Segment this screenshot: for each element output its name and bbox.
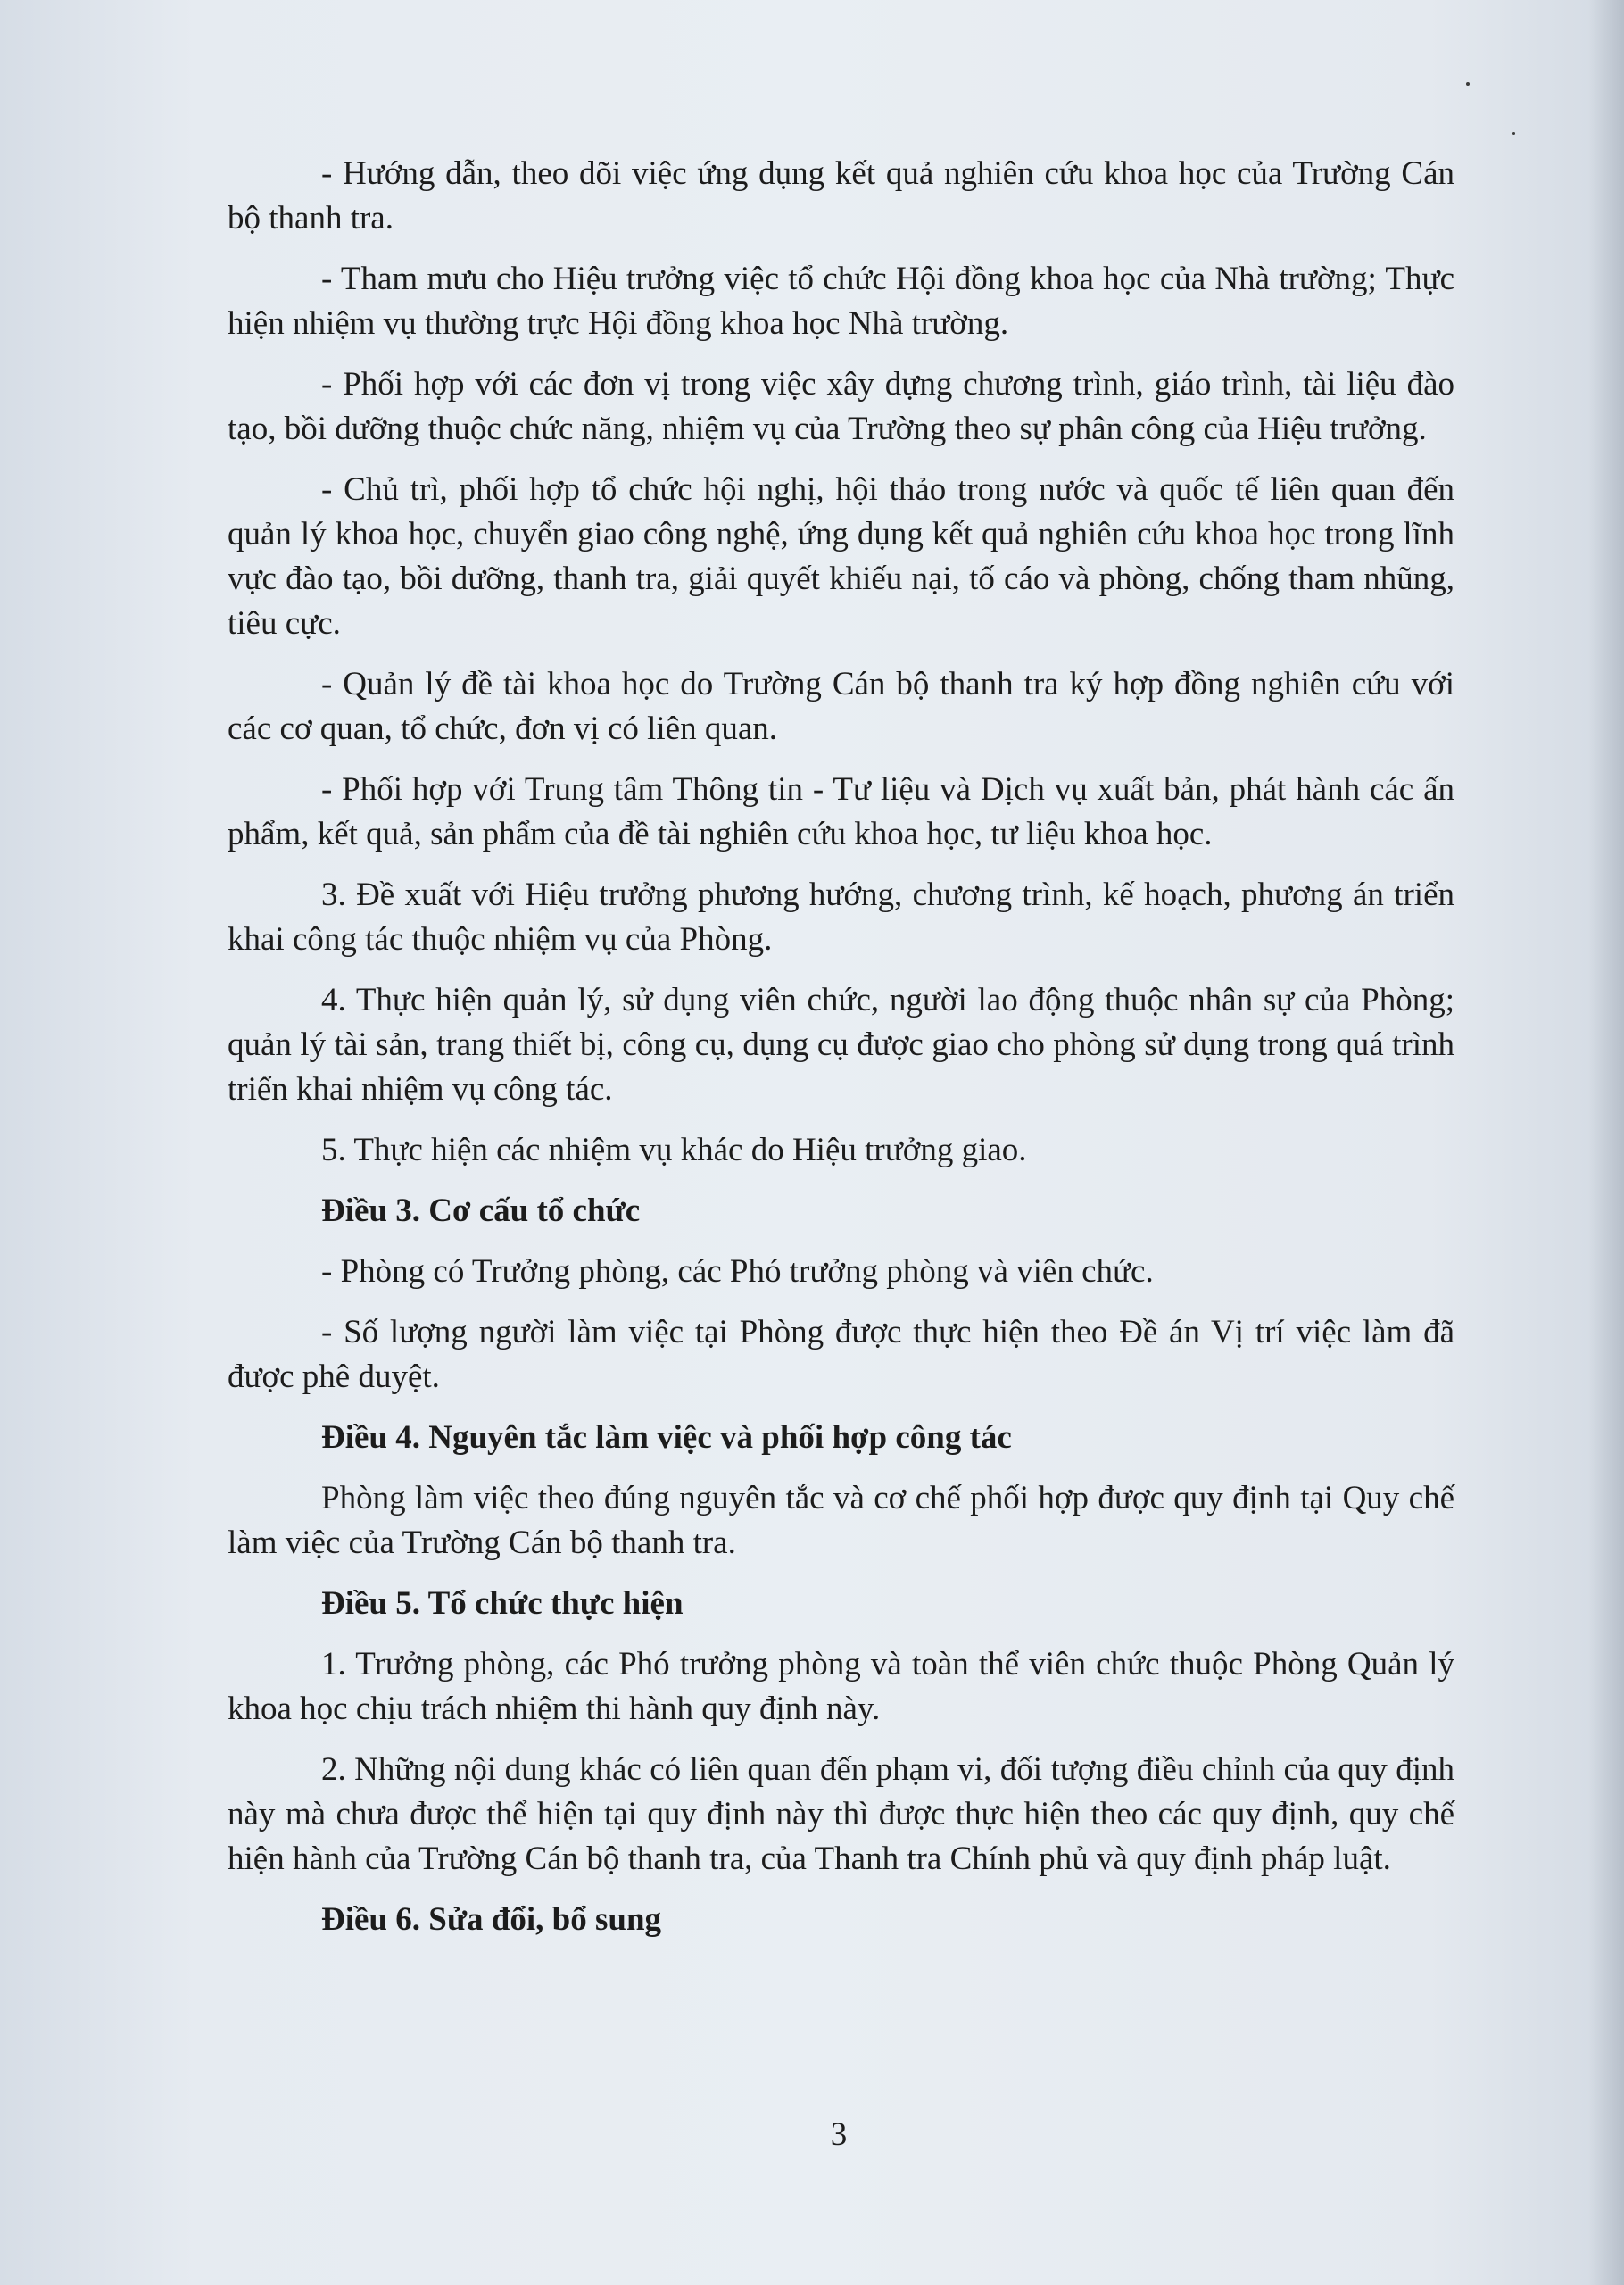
paragraph-working-principles: Phòng làm việc theo đúng nguyên tắc và cơ chế phối hợp được quy định tại Quy chế làm việc của Trường Cán bộ thanh tra. [228, 1480, 1454, 1561]
paragraph-item-4: 4. Thực hiện quản lý, sử dụng viên chức, người lao động thuộc nhân sự của Phòng; quản lý tài sản, trang thiết bị, công cụ, dụng cụ được giao cho phòng sử dụng trong quá trình triển khai nhiệm vụ công tác. [228, 982, 1454, 1108]
paragraph-implementation-1: 1. Trưởng phòng, các Phó trưởng phòng và toàn thể viên chức thuộc Phòng Quản lý khoa học chịu trách nhiệm thi hành quy định này. [228, 1646, 1454, 1727]
paragraph-advise-council: - Tham mưu cho Hiệu trưởng việc tổ chức Hội đồng khoa học của Nhà trường; Thực hiện nhiệm vụ thường trực Hội đồng khoa học Nhà trường. [228, 261, 1454, 342]
heading-article-3: Điều 3. Cơ cấu tổ chức [321, 1192, 641, 1229]
heading-article-4: Điều 4. Nguyên tắc làm việc và phối hợp công tác [321, 1419, 1012, 1456]
heading-article-6: Điều 6. Sửa đổi, bổ sung [321, 1901, 662, 1938]
paragraph-implementation-2: 2. Những nội dung khác có liên quan đến phạm vi, đối tượng điều chỉnh của quy định này mà chưa được thể hiện tại quy định này thì được thực hiện theo các quy định, quy chế hiện hành của Trường Cán bộ thanh tra, của Thanh tra Chính phủ và quy định pháp luật. [228, 1751, 1454, 1877]
paragraph-guidance: - Hướng dẫn, theo dõi việc ứng dụng kết quả nghiên cứu khoa học của Trường Cán bộ thanh tra. [228, 155, 1454, 237]
heading-article-5: Điều 5. Tổ chức thực hiện [321, 1585, 684, 1622]
paragraph-item-3: 3. Đề xuất với Hiệu trưởng phương hướng, chương trình, kế hoạch, phương án triển khai công tác thuộc nhiệm vụ của Phòng. [228, 877, 1454, 958]
paragraph-conferences: - Chủ trì, phối hợp tổ chức hội nghị, hội thảo trong nước và quốc tế liên quan đến quản lý khoa học, chuyển giao công nghệ, ứng dụng kết quả nghiên cứu khoa học trong lĩnh vực đào tạo, bồi dưỡng, thanh tra, giải quyết khiếu nại, tố cáo và phòng, chống tham nhũng, tiêu cực. [228, 471, 1454, 642]
paragraph-structure-count: - Số lượng người làm việc tại Phòng được thực hiện theo Đề án Vị trí việc làm đã được phê duyệt. [228, 1314, 1454, 1395]
paragraph-structure-staff: - Phòng có Trưởng phòng, các Phó trưởng phòng và viên chức. [321, 1253, 1154, 1290]
paragraph-curriculum: - Phối hợp với các đơn vị trong việc xây dựng chương trình, giáo trình, tài liệu đào tạo, bồi dưỡng thuộc chức năng, nhiệm vụ của Trường theo sự phân công của Hiệu trưởng. [228, 366, 1454, 447]
scan-speck [1512, 132, 1515, 135]
paragraph-research-topics: - Quản lý đề tài khoa học do Trường Cán bộ thanh tra ký hợp đồng nghiên cứu với các cơ quan, tổ chức, đơn vị có liên quan. [228, 666, 1454, 747]
document-body [228, 152, 1454, 1958]
page-number: 3 [830, 2116, 848, 2153]
page-edge-shadow [1588, 0, 1624, 2285]
paragraph-item-5: 5. Thực hiện các nhiệm vụ khác do Hiệu trưởng giao. [321, 1132, 1027, 1168]
scan-speck [1466, 82, 1470, 86]
paragraph-publications: - Phối hợp với Trung tâm Thông tin - Tư liệu và Dịch vụ xuất bản, phát hành các ấn phẩm, kết quả, sản phẩm của đề tài nghiên cứu khoa học, tư liệu khoa học. [228, 771, 1454, 852]
